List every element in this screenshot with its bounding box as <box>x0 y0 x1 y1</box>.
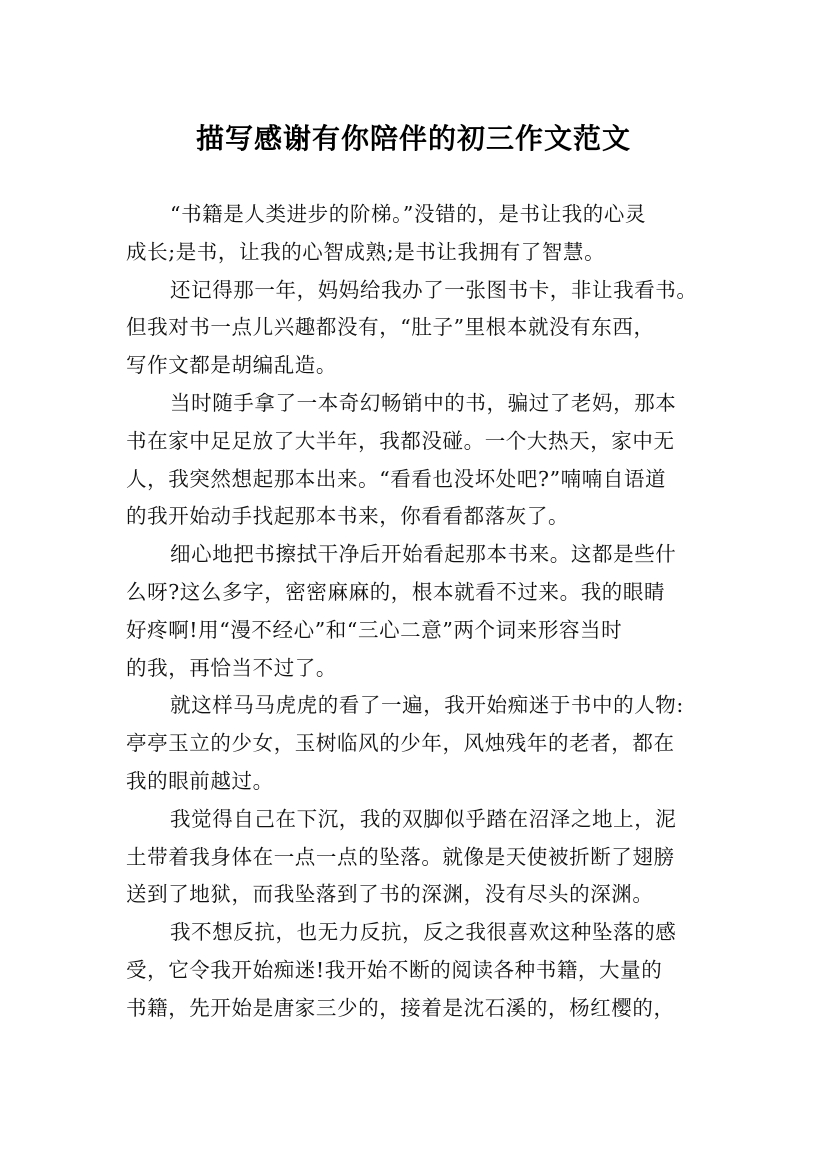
paragraph-line: 成长;是书，让我的心智成熟;是书让我拥有了智慧。 <box>126 239 606 264</box>
paragraph-7 <box>126 914 706 1027</box>
paragraph-line: 还记得那一年，妈妈给我办了一张图书卡，非让我看书。 <box>170 277 698 302</box>
document-body <box>126 196 706 1028</box>
paragraph-1 <box>126 196 706 272</box>
paragraph-line: 我的眼前越过。 <box>126 768 274 793</box>
paragraph-3 <box>126 385 706 536</box>
paragraph-2 <box>126 272 706 385</box>
paragraph-line: 土带着我身体在一点一点的坠落。就像是天使被折断了翅膀 <box>126 844 675 869</box>
paragraph-line: 当时随手拿了一本奇幻畅销中的书，骗过了老妈，那本 <box>170 390 677 415</box>
paragraph-line: 书籍，先开始是唐家三少的，接着是沈石溪的，杨红樱的， <box>126 995 675 1020</box>
paragraph-4 <box>126 536 706 687</box>
paragraph-line: 送到了地狱，而我坠落到了书的深渊，没有尽头的深渊。 <box>126 882 654 907</box>
paragraph-line: 人，我突然想起那本出来。“看看也没坏处吧?”喃喃自语道 <box>126 466 667 491</box>
paragraph-line: 么呀?这么多字，密密麻麻的，根本就看不过来。我的眼睛 <box>126 579 666 604</box>
paragraph-line: 但我对书一点儿兴趣都没有，“肚子”里根本就没有东西， <box>126 315 655 340</box>
paragraph-line: 受，它令我开始痴迷!我开始不断的阅读各种书籍，大量的 <box>126 957 663 982</box>
paragraph-6 <box>126 801 706 914</box>
paragraph-line: 的我开始动手找起那本书来，你看看都落灰了。 <box>126 504 570 529</box>
document-title: 描写感谢有你陪伴的初三作文范文 <box>195 121 631 155</box>
paragraph-line: 好疼啊!用“漫不经心”和“三心二意”两个词来形容当时 <box>126 617 623 642</box>
paragraph-line: 细心地把书擦拭干净后开始看起那本书来。这都是些什 <box>170 542 677 567</box>
paragraph-5 <box>126 687 706 800</box>
paragraph-line: 写作文都是胡编乱造。 <box>126 353 337 378</box>
paragraph-line: “书籍是人类进步的阶梯。”没错的，是书让我的心灵 <box>170 202 647 226</box>
paragraph-line: 书在家中足足放了大半年，我都没碰。一个大热天，家中无 <box>126 428 675 453</box>
paragraph-line: 我不想反抗，也无力反抗，反之我很喜欢这种坠落的感 <box>170 920 677 945</box>
paragraph-line: 就这样马马虎虎的看了一遍，我开始痴迷于书中的人物: <box>170 693 684 718</box>
paragraph-line: 我觉得自己在下沉，我的双脚似乎踏在沼泽之地上，泥 <box>170 806 677 831</box>
paragraph-line: 的我，再恰当不过了。 <box>126 655 337 680</box>
paragraph-line: 亭亭玉立的少女，玉树临风的少年，风烛残年的老者，都在 <box>126 731 675 756</box>
